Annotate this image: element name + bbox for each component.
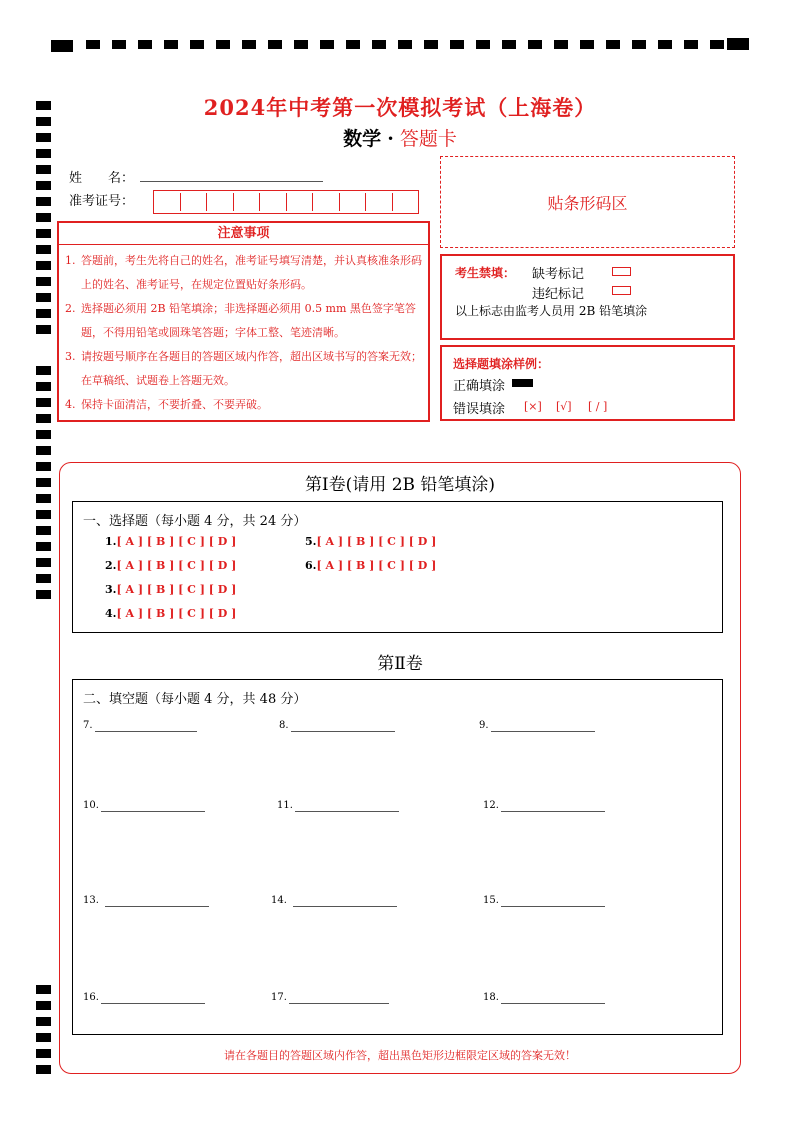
notice-item: [65, 297, 422, 345]
timing-mark: [36, 526, 51, 535]
notice-item: [65, 249, 422, 297]
timing-mark: [36, 430, 51, 439]
blank-answer[interactable]: [83, 992, 213, 1006]
choice-options[interactable]: [ A ] [ B ] [ C ] [ D ]: [116, 583, 237, 596]
barcode-label: 贴条形码区: [547, 193, 628, 213]
choice-options[interactable]: [ A ] [ B ] [ C ] [ D ]: [116, 607, 237, 620]
timing-mark: [36, 165, 51, 174]
correct-fill-label: 正确填涂: [453, 379, 506, 394]
question-number: 8.: [279, 720, 289, 731]
id-digit-cell[interactable]: [313, 193, 340, 211]
notice-text: 选择题必须用 2B 铅笔填涂；非选择题必须用 0.5 mm 黑色签字笔答题，不得用铅笔或圆珠笔答题；字体工整、笔迹清晰。: [81, 302, 416, 339]
question-number: 6.: [305, 559, 317, 572]
timing-mark: [606, 40, 620, 49]
choice-options[interactable]: [ A ] [ B ] [ C ] [ D ]: [316, 559, 437, 572]
blank-answer[interactable]: [83, 720, 203, 734]
notice-item: [65, 393, 422, 417]
timing-mark: [36, 366, 51, 375]
timing-mark: [36, 985, 51, 994]
timing-mark: [320, 40, 334, 49]
timing-mark: [684, 40, 698, 49]
blank-answer[interactable]: [83, 800, 213, 814]
id-digit-cell[interactable]: [181, 193, 208, 211]
absent-label: 缺考标记: [532, 267, 585, 282]
timing-mark: [502, 40, 516, 49]
timing-mark: [36, 382, 51, 391]
notice-item: [65, 345, 422, 393]
name-field[interactable]: [140, 181, 323, 182]
timing-mark: [727, 38, 749, 50]
timing-mark: [476, 40, 490, 49]
forbidden-label: 考生禁填：: [455, 266, 516, 280]
blank-answer[interactable]: [483, 800, 613, 814]
choice-panel: [72, 501, 723, 633]
wrong-mark-cross: [×]: [524, 400, 542, 413]
timing-mark: [36, 293, 51, 302]
notice-num: 3.: [65, 350, 76, 363]
choice-options[interactable]: [ A ] [ B ] [ C ] [ D ]: [116, 559, 237, 572]
timing-mark: [36, 1017, 51, 1026]
question-number: 7.: [83, 720, 93, 731]
timing-mark: [580, 40, 594, 49]
subject-label: 数学: [343, 128, 382, 150]
blank-answer[interactable]: [483, 992, 613, 1006]
timing-mark: [51, 40, 73, 52]
notice-box: [57, 221, 430, 422]
question-number: 11.: [277, 800, 293, 811]
question-number: 5.: [305, 535, 317, 548]
notice-text: 保持卡面清洁，不要折叠、不要弄破。: [81, 398, 268, 411]
choice-question[interactable]: [105, 607, 236, 620]
correct-fill-mark: [512, 379, 533, 387]
violation-mark-box[interactable]: [612, 286, 631, 295]
timing-mark: [268, 40, 282, 49]
timing-mark: [36, 510, 51, 519]
choice-question[interactable]: [105, 559, 236, 572]
blank-answer[interactable]: [271, 895, 411, 909]
timing-mark: [164, 40, 178, 49]
volume-2-title: 第Ⅱ卷: [377, 654, 423, 674]
wrong-mark-slash: [ / ]: [588, 400, 608, 413]
id-digit-cell[interactable]: [234, 193, 261, 211]
timing-mark: [528, 40, 542, 49]
question-number: 13.: [83, 895, 99, 906]
fill-in-panel: [72, 679, 723, 1035]
timing-mark: [86, 40, 100, 49]
timing-mark: [398, 40, 412, 49]
question-number: 3.: [105, 583, 117, 596]
violation-label: 违纪标记: [532, 287, 585, 302]
timing-mark: [424, 40, 438, 49]
timing-mark: [112, 40, 126, 49]
timing-mark: [36, 590, 51, 599]
question-number: 12.: [483, 800, 499, 811]
subtitle-separator: ·: [387, 128, 394, 150]
timing-mark: [36, 181, 51, 190]
timing-mark: [36, 398, 51, 407]
id-digit-cell[interactable]: [366, 193, 393, 211]
timing-mark: [294, 40, 308, 49]
blank-answer[interactable]: [483, 895, 623, 909]
question-number: 9.: [479, 720, 489, 731]
name-label: 姓 名：: [69, 171, 135, 186]
timing-mark: [36, 574, 51, 583]
timing-mark: [450, 40, 464, 49]
fill-in-section-title: 二、填空题（每小题 4 分，共 48 分）: [83, 692, 307, 707]
blank-answer[interactable]: [277, 800, 407, 814]
timing-mark: [36, 558, 51, 567]
proctor-only-box: [440, 254, 735, 340]
footer-warning: 请在各题目的答题区域内作答，超出黑色矩形边框限定区域的答案无效！: [224, 1049, 576, 1062]
id-digit-cell[interactable]: [393, 193, 419, 211]
proctor-note: 以上标志由监考人员用 2B 铅笔填涂: [455, 304, 648, 318]
question-number: 16.: [83, 992, 99, 1003]
timing-mark: [36, 325, 51, 334]
wrong-fill-label: 错误填涂: [453, 402, 506, 417]
timing-mark: [372, 40, 386, 49]
choice-section-title: 一、选择题（每小题 4 分，共 24 分）: [83, 514, 307, 529]
choice-question[interactable]: [105, 583, 236, 596]
question-number: 17.: [271, 992, 287, 1003]
volume-1-title: 第Ⅰ卷(请用 2B 铅笔填涂): [304, 475, 496, 495]
timing-mark: [36, 245, 51, 254]
exam-title: 2024年中考第一次模拟考试（上海卷）: [203, 95, 597, 120]
timing-mark: [36, 446, 51, 455]
timing-mark: [658, 40, 672, 49]
exam-id-boxes[interactable]: [153, 190, 419, 214]
question-number: 14.: [271, 895, 287, 906]
notice-text: 请按题号顺序在各题目的答题区域内作答，超出区域书写的答案无效；在草稿纸、试题卷上答题无效。: [81, 350, 422, 387]
question-number: 18.: [483, 992, 499, 1003]
sheet-label: 答题卡: [399, 128, 457, 150]
question-number: 10.: [83, 800, 99, 811]
timing-mark: [36, 494, 51, 503]
id-digit-cell[interactable]: [207, 193, 234, 211]
blank-answer[interactable]: [279, 720, 409, 734]
barcode-area: [440, 156, 735, 248]
wrong-mark-check: [√]: [556, 400, 572, 413]
absent-mark-box[interactable]: [612, 267, 631, 276]
timing-mark: [36, 542, 51, 551]
choice-options[interactable]: [ A ] [ B ] [ C ] [ D ]: [316, 535, 437, 548]
question-number: 4.: [105, 607, 117, 620]
timing-mark: [36, 229, 51, 238]
timing-mark: [36, 309, 51, 318]
notice-list: [59, 245, 428, 417]
blank-answer[interactable]: [271, 992, 401, 1006]
id-digit-cell[interactable]: [260, 193, 287, 211]
sample-label: 选择题填涂样例：: [453, 357, 550, 371]
timing-mark: [242, 40, 256, 49]
notice-num: 1.: [65, 254, 76, 267]
timing-mark: [36, 261, 51, 270]
timing-mark: [36, 277, 51, 286]
fill-sample-box: [440, 345, 735, 421]
timing-mark: [138, 40, 152, 49]
timing-mark: [190, 40, 204, 49]
blank-answer[interactable]: [479, 720, 609, 734]
timing-mark: [36, 1001, 51, 1010]
exam-subtitle: [0, 124, 800, 151]
timing-mark: [36, 197, 51, 206]
id-digit-cell[interactable]: [340, 193, 367, 211]
notice-num: 2.: [65, 302, 76, 315]
choice-question[interactable]: [305, 535, 436, 548]
id-digit-cell[interactable]: [154, 193, 181, 211]
choice-question[interactable]: [105, 535, 236, 548]
timing-mark: [36, 213, 51, 222]
timing-mark: [36, 1065, 51, 1074]
timing-mark: [36, 1033, 51, 1042]
timing-mark: [346, 40, 360, 49]
question-number: 2.: [105, 559, 117, 572]
choice-options[interactable]: [ A ] [ B ] [ C ] [ D ]: [116, 535, 237, 548]
question-number: 15.: [483, 895, 499, 906]
choice-question[interactable]: [305, 559, 436, 572]
timing-mark: [554, 40, 568, 49]
blank-answer[interactable]: [83, 895, 223, 909]
timing-mark: [710, 40, 724, 49]
id-digit-cell[interactable]: [287, 193, 314, 211]
notice-text: 答题前，考生先将自己的姓名，准考证号填写清楚，并认真核准条形码上的姓名、准考证号，在规定位置贴好条形码。: [81, 254, 422, 291]
id-label: 准考证号：: [69, 194, 135, 209]
timing-mark: [216, 40, 230, 49]
notice-num: 4.: [65, 398, 76, 411]
notice-heading: 注意事项: [59, 223, 428, 245]
question-number: 1.: [105, 535, 117, 548]
timing-mark: [36, 414, 51, 423]
timing-mark: [632, 40, 646, 49]
